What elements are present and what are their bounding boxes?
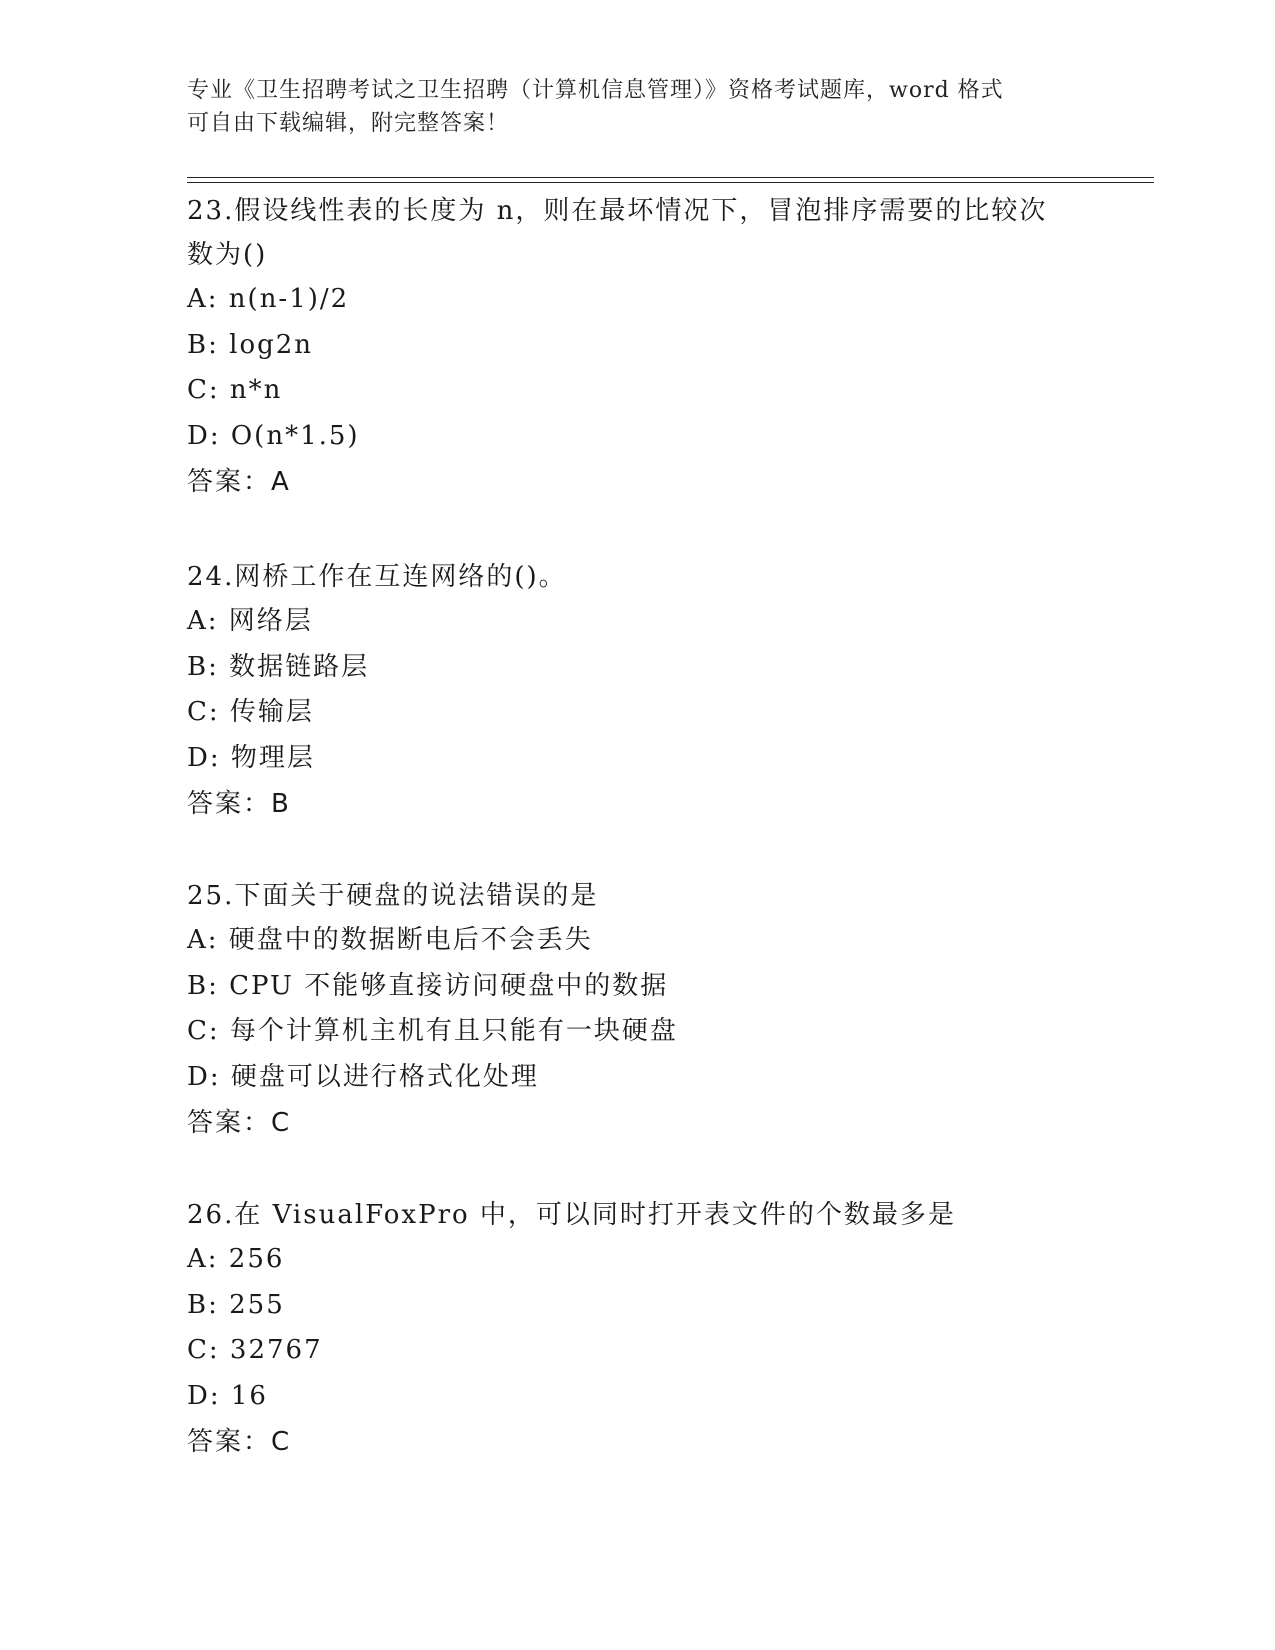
option-b: B: log2n: [187, 329, 314, 360]
option-d: D: 物理层: [187, 742, 315, 773]
answer: 答案：A: [187, 467, 291, 497]
option-b: B: CPU 不能够直接访问硬盘中的数据: [187, 970, 669, 1001]
question-24: [187, 555, 1087, 827]
option-c: C: 每个计算机主机有且只能有一块硬盘: [187, 1016, 678, 1046]
answer: 答案：B: [187, 789, 291, 819]
option-a: A: 网络层: [187, 606, 313, 636]
option-d: D: O(n*1.5): [187, 420, 360, 451]
question-title: 26.在 VisualFoxPro 中，可以同时打开表文件的个数最多是: [187, 1200, 956, 1230]
header-divider-top: [187, 177, 1154, 178]
question-23: [187, 189, 1087, 505]
question-title: 25.下面关于硬盘的说法错误的是: [187, 881, 599, 911]
option-d: D: 硬盘可以进行格式化处理: [187, 1061, 539, 1092]
question-25: [187, 874, 1087, 1146]
answer: 答案：C: [187, 1108, 292, 1138]
option-c: C: 32767: [187, 1335, 323, 1365]
question-title: 23.假设线性表的长度为 n，则在最坏情况下，冒泡排序需要的比较次: [187, 196, 1048, 226]
option-d: D: 16: [187, 1380, 268, 1411]
question-title: 24.网桥工作在互连网络的()。: [187, 562, 567, 592]
option-c: C: n*n: [187, 375, 283, 405]
option-b: B: 数据链路层: [187, 651, 370, 682]
option-a: A: 256: [187, 1244, 285, 1274]
header-divider-bottom: [187, 182, 1154, 183]
question-title-continued: 数为(): [187, 240, 268, 270]
header-line-2: 可自由下载编辑，附完整答案！: [187, 111, 510, 136]
answer: 答案：C: [187, 1427, 292, 1457]
option-a: A: 硬盘中的数据断电后不会丢失: [187, 925, 593, 955]
header-line-1: 专业《卫生招聘考试之卫生招聘（计算机信息管理）》资格考试题库，word 格式: [187, 78, 1004, 103]
option-b: B: 255: [187, 1289, 285, 1320]
document-header: [187, 74, 1087, 140]
option-c: C: 传输层: [187, 697, 314, 727]
option-a: A: n(n-1)/2: [187, 284, 350, 314]
question-26: [187, 1193, 1087, 1465]
